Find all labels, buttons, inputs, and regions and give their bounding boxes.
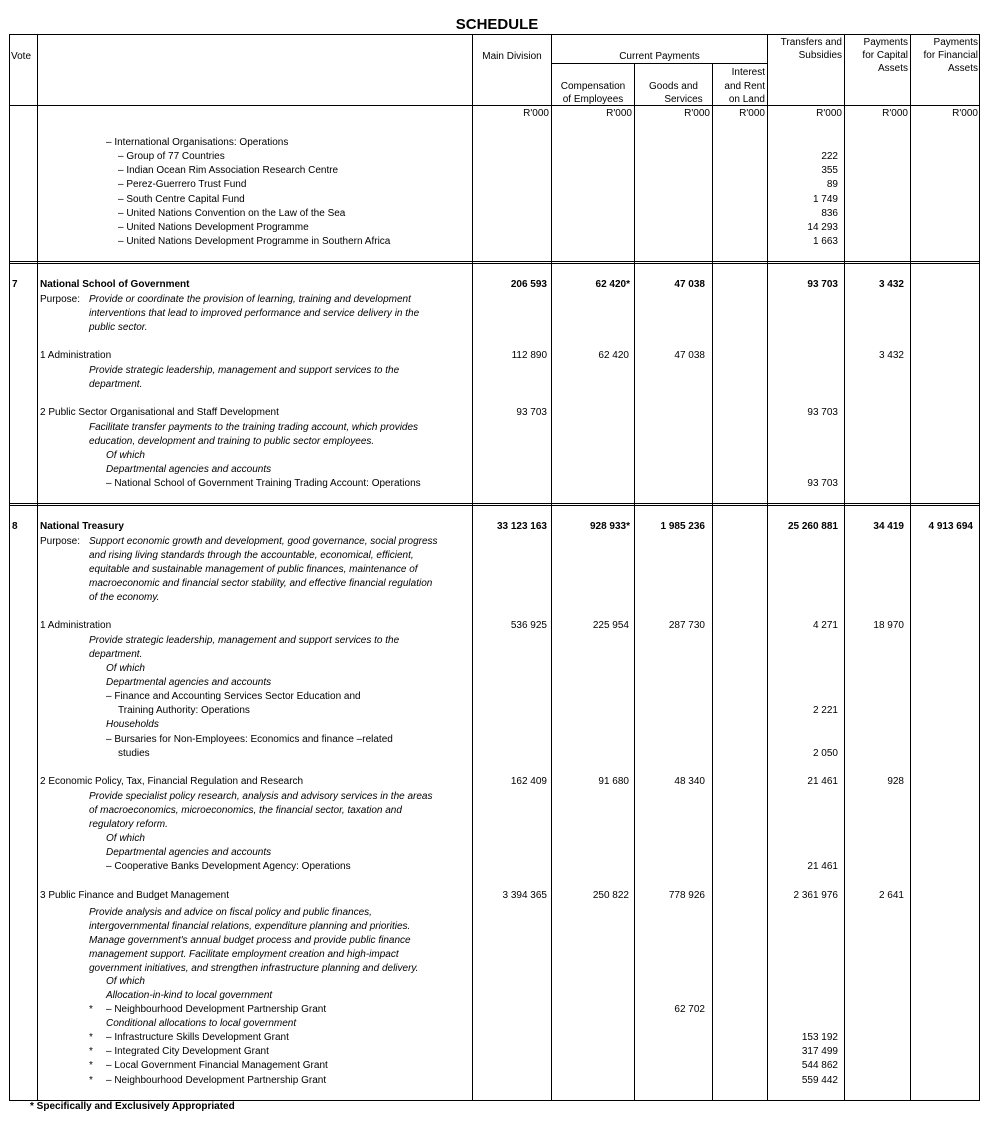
purpose-text: and rising living standards through the accountable, economical, efficient, [89, 550, 414, 561]
category-label: Conditional allocations to local government [106, 1018, 297, 1029]
list-item: – United Nations Development Programme [118, 222, 309, 233]
goods-value: 47 038 [674, 350, 705, 361]
transfers-value: 14 293 [807, 222, 838, 233]
star-marker: * [89, 1060, 93, 1071]
category-label: Departmental agencies and accounts [106, 677, 272, 688]
goods-value: 47 038 [674, 279, 705, 290]
header-interest: and Rent [724, 81, 765, 92]
transfers-value: 1 663 [812, 236, 838, 247]
compensation-value: 250 822 [592, 890, 629, 901]
vote-number: 7 [12, 279, 18, 290]
transfers-value: 4 271 [812, 620, 838, 631]
list-item: – United Nations Development Programme in Southern Africa [118, 236, 391, 247]
capital-value: 3 432 [878, 279, 904, 290]
capital-value: 2 641 [878, 890, 904, 901]
header-goods: Goods and [649, 81, 698, 92]
programme-description: department. [89, 649, 143, 660]
transfers-value: 355 [821, 165, 838, 176]
of-which-label: Of which [106, 663, 145, 674]
purpose-text: Support economic growth and development, good governance, social progress [89, 536, 438, 547]
column-divider [37, 34, 38, 1101]
transfers-value: 544 862 [801, 1060, 838, 1071]
header-vote: Vote [11, 51, 32, 62]
main-division-value: 3 394 365 [502, 890, 547, 901]
programme-description: management support. Facilitate employment creation and high-impact [89, 949, 399, 960]
header-interest: Interest [731, 67, 765, 78]
main-division-value: 33 123 163 [496, 521, 547, 532]
category-label: Departmental agencies and accounts [106, 847, 272, 858]
list-item: – Finance and Accounting Services Sector Education and [106, 691, 361, 702]
transfers-value: 2 361 976 [793, 890, 838, 901]
vote-number: 8 [12, 521, 18, 532]
capital-value: 928 [887, 776, 904, 787]
goods-value: 62 702 [674, 1004, 705, 1015]
list-item: – Indian Ocean Rim Association Research Centre [118, 165, 339, 176]
list-item: – Integrated City Development Grant [106, 1046, 269, 1057]
transfers-value: 21 461 [807, 861, 838, 872]
compensation-value: 225 954 [592, 620, 629, 631]
purpose-label: Purpose: [40, 536, 81, 547]
header-interest: on Land [728, 94, 765, 105]
purpose-text: public sector. [89, 322, 148, 333]
footnote: * Specifically and Exclusively Appropriated [30, 1101, 235, 1112]
transfers-value: 93 703 [807, 478, 838, 489]
column-divider [634, 63, 635, 1101]
header-financial: for Financial [923, 50, 978, 61]
transfers-value: 222 [821, 151, 838, 162]
section-heading: – International Organisations: Operations [106, 137, 289, 148]
header-main-division: Main Division [482, 51, 542, 62]
vote-name: National School of Government [40, 279, 190, 290]
list-item: – Bursaries for Non-Employees: Economics and finance –related [106, 734, 393, 745]
of-which-label: Of which [106, 976, 145, 987]
list-item: – South Centre Capital Fund [118, 194, 245, 205]
list-item: – United Nations Convention on the Law of the Sea [118, 208, 346, 219]
purpose-text: of the economy. [89, 592, 160, 603]
of-which-label: Of which [106, 450, 145, 461]
star-marker: * [89, 1075, 93, 1086]
column-divider [551, 34, 552, 1101]
compensation-value: 62 420* [595, 279, 630, 290]
goods-value: 48 340 [674, 776, 705, 787]
star-marker: * [89, 1004, 93, 1015]
unit-label: R'000 [684, 108, 710, 119]
programme-description: Provide analysis and advice on fiscal policy and public finances, [89, 907, 372, 918]
purpose-text: macroeconomic and financial sector stability, and effective financial regulation [89, 578, 433, 589]
compensation-value: 62 420 [598, 350, 629, 361]
capital-value: 18 970 [873, 620, 904, 631]
vote-name: National Treasury [40, 521, 124, 532]
programme-description: intergovernmental financial relations, expenditure planning and priorities. [89, 921, 411, 932]
programme-description: Provide strategic leadership, management and support services to the [89, 635, 400, 646]
header-transfers: Subsidies [798, 50, 842, 61]
main-division-value: 536 925 [510, 620, 547, 631]
unit-label: R'000 [606, 108, 632, 119]
programme-name: 3 Public Finance and Budget Management [40, 890, 230, 901]
purpose-text: Provide or coordinate the provision of learning, training and development [89, 294, 411, 305]
transfers-value: 559 442 [801, 1075, 838, 1086]
programme-description: Facilitate transfer payments to the training trading account, which provides [89, 422, 419, 433]
list-item: – Neighbourhood Development Partnership Grant [106, 1075, 327, 1086]
compensation-value: 91 680 [598, 776, 629, 787]
list-item: – Group of 77 Countries [118, 151, 225, 162]
column-divider [472, 34, 473, 1101]
programme-description: Manage government's annual budget process and provide public finance [89, 935, 411, 946]
transfers-value: 836 [821, 208, 838, 219]
star-marker: * [89, 1046, 93, 1057]
programme-description: Provide strategic leadership, management and support services to the [89, 365, 400, 376]
header-financial: Payments [933, 37, 978, 48]
column-divider [910, 34, 911, 1101]
programme-description: education, development and training to public sector employees. [89, 436, 375, 447]
compensation-value: 928 933* [589, 521, 630, 532]
list-item: – National School of Government Training Trading Account: Operations [106, 478, 421, 489]
programme-description: of macroeconomics, microeconomics, the financial sector, taxation and [89, 805, 402, 816]
list-item: studies [118, 748, 150, 759]
header-divider [9, 105, 980, 106]
header-capital: Payments [863, 37, 908, 48]
header-capital: Assets [877, 63, 908, 74]
transfers-value: 2 221 [812, 705, 838, 716]
transfers-value: 89 [826, 179, 838, 190]
list-item: – Neighbourhood Development Partnership Grant [106, 1004, 327, 1015]
programme-description: Provide specialist policy research, analysis and advisory services in the areas [89, 791, 433, 802]
capital-value: 34 419 [873, 521, 904, 532]
column-divider [844, 34, 845, 1101]
header-goods: Services [664, 94, 703, 105]
category-label: Households [106, 719, 159, 730]
programme-description: regulatory reform. [89, 819, 168, 830]
main-division-value: 112 890 [511, 350, 547, 361]
column-divider [712, 63, 713, 1101]
unit-label: R'000 [882, 108, 908, 119]
transfers-value: 21 461 [807, 776, 838, 787]
transfers-value: 1 749 [812, 194, 838, 205]
header-capital: for Capital [862, 50, 908, 61]
list-item: Training Authority: Operations [118, 705, 250, 716]
header-current-payments: Current Payments [619, 51, 700, 62]
section-divider [9, 261, 980, 264]
main-division-value: 206 593 [510, 279, 547, 290]
programme-name: 2 Economic Policy, Tax, Financial Regulation and Research [40, 776, 304, 787]
unit-label: R'000 [952, 108, 978, 119]
section-divider [9, 503, 980, 506]
of-which-label: Of which [106, 833, 145, 844]
header-divider [551, 63, 767, 64]
transfers-value: 93 703 [807, 279, 838, 290]
list-item: – Perez-Guerrero Trust Fund [118, 179, 247, 190]
goods-value: 287 730 [668, 620, 705, 631]
goods-value: 1 985 236 [660, 521, 705, 532]
purpose-label: Purpose: [40, 294, 81, 305]
category-label: Allocation-in-kind to local government [106, 990, 273, 1001]
financial-value: 4 913 694 [928, 521, 973, 532]
star-marker: * [89, 1032, 93, 1043]
list-item: – Local Government Financial Management Grant [106, 1060, 328, 1071]
purpose-text: interventions that lead to improved performance and service delivery in the [89, 308, 420, 319]
page-title: SCHEDULE [455, 16, 539, 33]
unit-label: R'000 [523, 108, 549, 119]
unit-label: R'000 [816, 108, 842, 119]
header-compensation: Compensation [560, 81, 626, 92]
transfers-value: 2 050 [812, 748, 838, 759]
unit-label: R'000 [739, 108, 765, 119]
programme-description: government initiatives, and strengthen infrastructure planning and delivery. [89, 963, 419, 974]
programme-description: department. [89, 379, 143, 390]
header-transfers: Transfers and [780, 37, 842, 48]
category-label: Departmental agencies and accounts [106, 464, 272, 475]
goods-value: 778 926 [668, 890, 705, 901]
main-division-value: 162 409 [510, 776, 547, 787]
programme-name: 1 Administration [40, 620, 112, 631]
transfers-value: 317 499 [801, 1046, 838, 1057]
programme-name: 2 Public Sector Organisational and Staff Development [40, 407, 279, 418]
list-item: – Cooperative Banks Development Agency: Operations [106, 861, 351, 872]
list-item: – Infrastructure Skills Development Grant [106, 1032, 289, 1043]
programme-name: 1 Administration [40, 350, 112, 361]
header-compensation: of Employees [562, 94, 624, 105]
capital-value: 3 432 [878, 350, 904, 361]
purpose-text: equitable and sustainable management of public finances, maintenance of [89, 564, 418, 575]
main-division-value: 93 703 [516, 407, 547, 418]
header-financial: Assets [947, 63, 978, 74]
transfers-value: 93 703 [807, 407, 838, 418]
transfers-value: 25 260 881 [787, 521, 838, 532]
transfers-value: 153 192 [801, 1032, 838, 1043]
